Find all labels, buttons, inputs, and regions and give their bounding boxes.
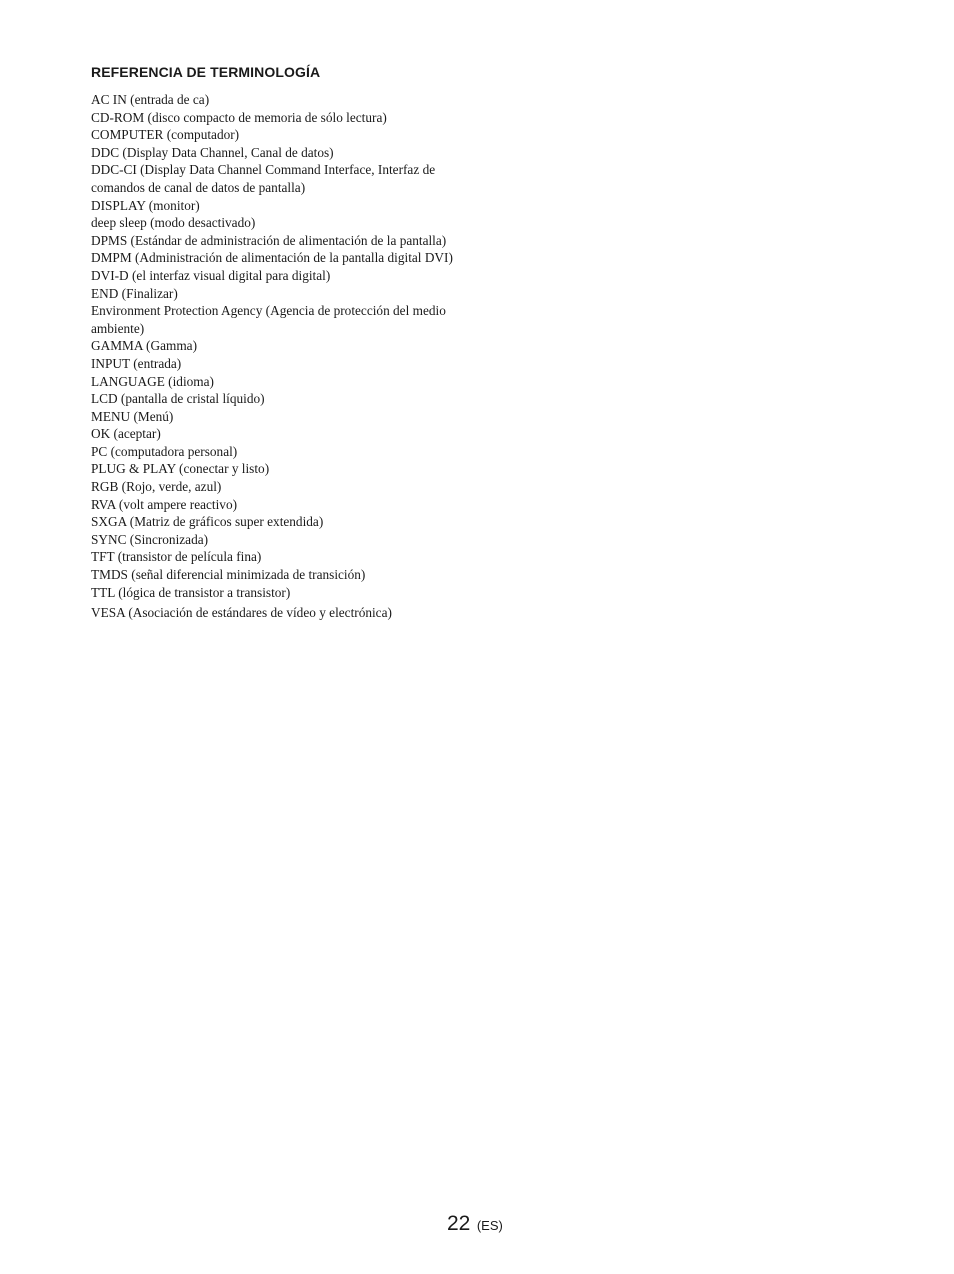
term-item: TMDS (señal diferencial minimizada de transición) <box>91 567 366 583</box>
term-item: DDC-CI (Display Data Channel Command Interface, Interfaz de comandos de canal de datos de pantalla) <box>91 162 436 195</box>
section-title: REFERENCIA DE TERMINOLOGÍA <box>91 64 321 80</box>
terminology-list <box>91 91 471 622</box>
term-item: DVI-D (el interfaz visual digital para digital) <box>91 267 331 283</box>
term-item: INPUT (entrada) <box>91 355 182 371</box>
term-item: RGB (Rojo, verde, azul) <box>91 479 222 495</box>
term-item: OK (aceptar) <box>91 426 161 442</box>
term-item: CD-ROM (disco compacto de memoria de sólo lectura) <box>91 109 387 125</box>
term-item: END (Finalizar) <box>91 285 178 301</box>
term-item: GAMMA (Gamma) <box>91 338 197 354</box>
term-item: Environment Protection Agency (Agencia de protección del medio ambiente) <box>91 303 446 336</box>
term-item: DMPM (Administración de alimentación de la pantalla digital DVI) <box>91 250 453 266</box>
term-item: PLUG & PLAY (conectar y listo) <box>91 461 270 477</box>
term-item: LCD (pantalla de cristal líquido) <box>91 391 265 407</box>
term-item: TFT (transistor de película fina) <box>91 549 262 565</box>
term-item: DDC (Display Data Channel, Canal de datos) <box>91 144 334 160</box>
term-item: deep sleep (modo desactivado) <box>91 215 256 231</box>
term-item: SYNC (Sincronizada) <box>91 531 209 547</box>
term-item: TTL (lógica de transistor a transistor) <box>91 584 291 600</box>
page-number: 22 <box>447 1212 471 1235</box>
term-item: LANGUAGE (idioma) <box>91 373 214 389</box>
term-item: DPMS (Estándar de administración de alimentación de la pantalla) <box>91 232 447 248</box>
page-footer <box>447 1212 503 1236</box>
language-code: (ES) <box>476 1218 503 1233</box>
term-item: RVA (volt ampere reactivo) <box>91 496 238 512</box>
term-item: VESA (Asociación de estándares de vídeo y electrónica) <box>91 605 392 621</box>
term-item: PC (computadora personal) <box>91 443 238 459</box>
term-item: SXGA (Matriz de gráficos super extendida) <box>91 514 324 530</box>
term-item: COMPUTER (computador) <box>91 127 240 143</box>
term-item: AC IN (entrada de ca) <box>91 92 210 107</box>
term-item: DISPLAY (monitor) <box>91 197 200 213</box>
term-item: MENU (Menú) <box>91 408 174 424</box>
